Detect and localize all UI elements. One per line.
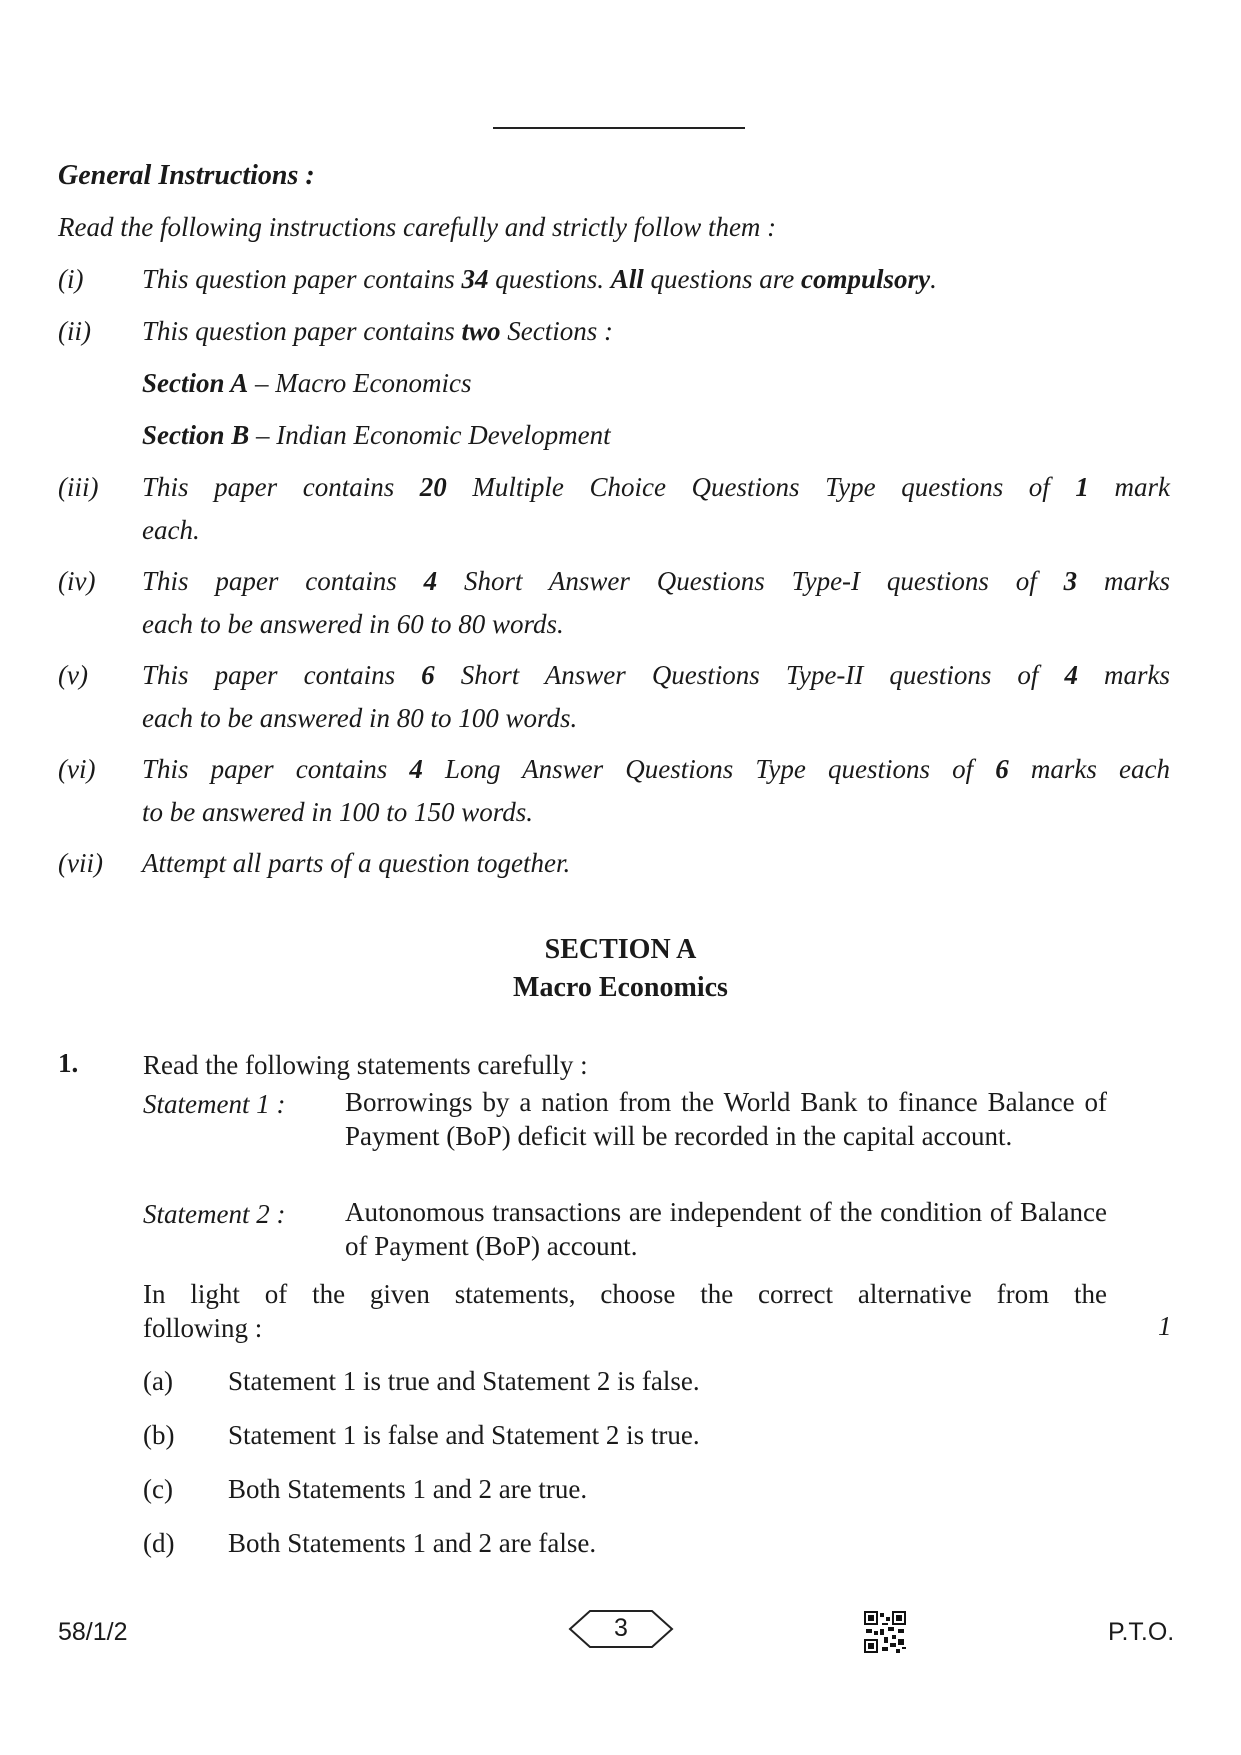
- instruction-text-line1: This paper contains 4 Long Answer Questions Type questions of 6 marks each: [142, 754, 1170, 784]
- section-a-text: – Macro Economics: [248, 368, 472, 398]
- question-instruction-line2: following :: [143, 1313, 263, 1343]
- statement-2-label: Statement 2 :: [143, 1199, 286, 1229]
- instruction-number: (iv): [58, 566, 96, 596]
- instruction-text: This question paper contains 34 questions. All questions are compulsory.: [142, 264, 937, 294]
- option-letter: (a): [143, 1366, 173, 1396]
- section-a-label: Section A: [142, 368, 249, 398]
- page-number: 3: [614, 1614, 628, 1642]
- option-letter: (c): [143, 1474, 173, 1504]
- section-b-text: – Indian Economic Development: [249, 420, 611, 450]
- option-text: Statement 1 is true and Statement 2 is false.: [228, 1366, 700, 1396]
- instruction-text-line2: each.: [142, 515, 200, 545]
- paper-code: 58/1/2: [58, 1618, 128, 1646]
- option-letter: (b): [143, 1420, 175, 1450]
- instruction-text-line2: to be answered in 100 to 150 words.: [142, 797, 533, 827]
- statement-1-text: Borrowings by a nation from the World Bank to finance Balance of Payment (BoP) deficit will be recorded in the capital account.: [345, 1087, 1107, 1151]
- instruction-number: (vii): [58, 848, 103, 878]
- please-turn-over: P.T.O.: [1108, 1618, 1175, 1646]
- instruction-text-line1: This paper contains 6 Short Answer Questions Type-II questions of 4 marks: [142, 660, 1170, 690]
- instructions-title: General Instructions :: [58, 160, 315, 191]
- instruction-text: This question paper contains two Sections :: [142, 316, 614, 346]
- section-subtitle: Macro Economics: [513, 972, 728, 1003]
- instruction-number: (vi): [58, 754, 96, 784]
- section-b-label: Section B: [142, 420, 250, 450]
- instruction-number: (v): [58, 660, 88, 690]
- instruction-text-line2: each to be answered in 60 to 80 words.: [142, 609, 564, 639]
- question-instruction-line1: In light of the given statements, choose the correct alternative from the: [143, 1279, 1107, 1309]
- instruction-number: (iii): [58, 472, 99, 502]
- option-text: Statement 1 is false and Statement 2 is true.: [228, 1420, 700, 1450]
- option-text: Both Statements 1 and 2 are false.: [228, 1528, 597, 1558]
- instruction-text-line1: This paper contains 20 Multiple Choice Questions Type questions of 1 mark: [142, 472, 1170, 502]
- qr-code-icon: [864, 1611, 906, 1653]
- instruction-text-line2: each to be answered in 80 to 100 words.: [142, 703, 578, 733]
- option-letter: (d): [143, 1528, 175, 1558]
- instruction-number: (i): [58, 264, 84, 294]
- statement-2-text: Autonomous transactions are independent of the condition of Balance of Payment (BoP) account.: [345, 1197, 1107, 1261]
- top-divider: [493, 127, 745, 129]
- option-text: Both Statements 1 and 2 are true.: [228, 1474, 588, 1504]
- instructions-intro: Read the following instructions carefully and strictly follow them :: [58, 212, 777, 242]
- question-marks: 1: [1158, 1311, 1172, 1341]
- instruction-text-line1: This paper contains 4 Short Answer Questions Type-I questions of 3 marks: [142, 566, 1170, 596]
- section-title: SECTION A: [544, 934, 697, 965]
- question-number: 1.: [58, 1048, 79, 1078]
- statement-1-label: Statement 1 :: [143, 1089, 286, 1119]
- question-prompt: Read the following statements carefully :: [143, 1050, 588, 1080]
- instruction-number: (ii): [58, 316, 91, 346]
- instruction-text: Attempt all parts of a question together.: [142, 848, 571, 878]
